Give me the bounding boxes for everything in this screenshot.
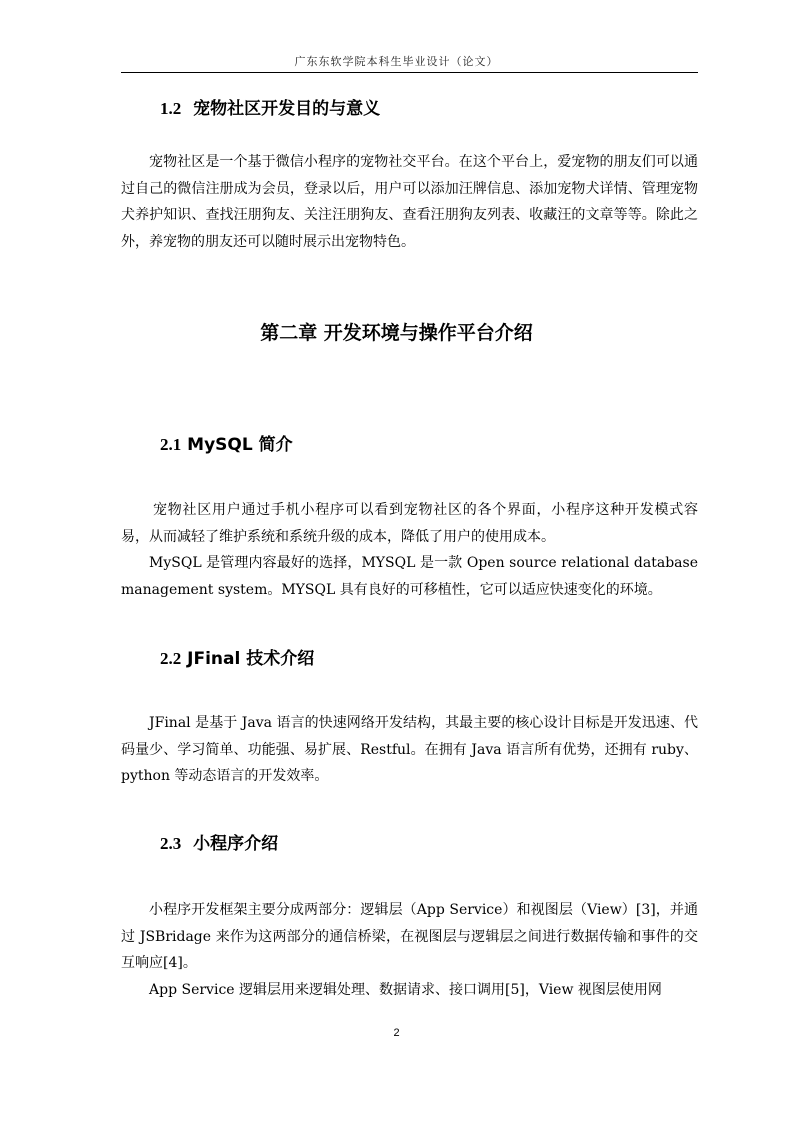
paragraph-2-1-b: MySQL 是管理内容最好的选择，MYSQL 是一款 Open source relational database management system。MYSQL 具有良好的可移植性，它可以适应快速变化的环境。: [121, 555, 698, 598]
chapter-heading: 第二章 开发环境与操作平台介绍: [260, 322, 533, 344]
section-number: 1.2: [160, 99, 182, 118]
section-number: 2.1: [160, 435, 182, 454]
section-number: 2.2: [160, 649, 182, 668]
section-heading-2-3: [160, 832, 278, 856]
section-title: 宠物社区开发目的与意义: [193, 99, 381, 119]
paragraph-2-3-b: App Service 逻辑层用来逻辑处理、数据请求、接口调用[5]，View 视图层使用网: [149, 982, 662, 998]
page-number: 2: [393, 1027, 400, 1039]
section-heading-2-2: [160, 647, 314, 671]
section-heading-2-1: [160, 433, 293, 457]
section-heading-1-2: [160, 97, 380, 121]
section-title: MySQL 简介: [187, 435, 293, 455]
section-title: JFinal 技术介绍: [187, 649, 315, 669]
header-rule: [121, 72, 698, 73]
section-number: 2.3: [160, 834, 182, 853]
paragraph-2-1-a: 宠物社区用户通过手机小程序可以看到宠物社区的各个界面，小程序这种开发模式容易，从而减轻了维护系统和系统升级的成本，降低了用户的使用成本。: [121, 502, 698, 545]
paragraph-2-2-a: JFinal 是基于 Java 语言的快速网络开发结构，其最主要的核心设计目标是开发迅速、代码量少、学习简单、功能强、易扩展、Restful。在拥有 Java 语言所有优势，还拥有 ruby、python 等动态语言的开发效率。: [121, 715, 698, 784]
paragraph-1-2-a: 宠物社区是一个基于微信小程序的宠物社交平台。在这个平台上，爱宠物的朋友们可以通过自己的微信注册成为会员，登录以后，用户可以添加汪牌信息、添加宠物犬详情、管理宠物犬养护知识、查找汪朋狗友、关注汪朋狗友、查看汪朋狗友列表、收藏汪的文章等等。除此之外，养宠物的朋友还可以随时展示出宠物特色。: [121, 154, 698, 250]
page-header: 广东东软学院本科生毕业设计（论文）: [294, 55, 499, 68]
section-title: 小程序介绍: [193, 834, 279, 854]
paragraph-2-3-a: 小程序开发框架主要分成两部分：逻辑层（App Service）和视图层（View）[3]，并通过 JSBridage 来作为这两部分的通信桥梁，在视图层与逻辑层之间进行数据传输和事件的交互响应[4]。: [121, 902, 698, 971]
